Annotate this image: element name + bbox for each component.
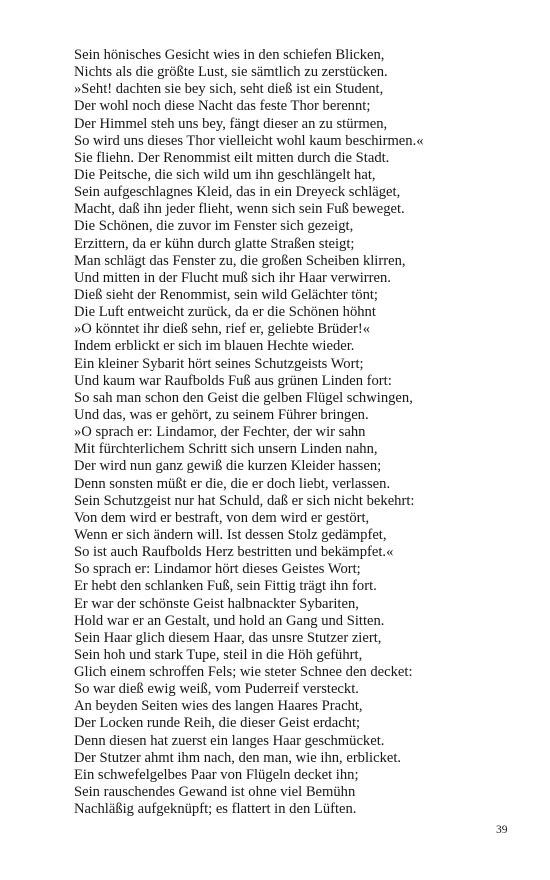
poem-line: So sprach er: Lindamor hört dieses Geistes Wort; [74, 561, 361, 578]
poem-line: Die Peitsche, die sich wild um ihn geschlängelt hat, [74, 166, 376, 183]
page-number: 39 [496, 824, 508, 836]
poem-line: Nichts als die größte Lust, sie sämtlich zu zerstücken. [74, 64, 388, 81]
poem-line: Der wird nun ganz gewiß die kurzen Kleider hassen; [74, 458, 382, 475]
poem-line: So wird uns dieses Thor vielleicht wohl kaum beschirmen.« [74, 132, 424, 149]
poem-line: Denn sonsten müßt er die, die er doch liebt, verlassen. [74, 475, 391, 492]
poem-line: Denn diesen hat zuerst ein langes Haar geschmücket. [74, 732, 385, 749]
poem-line: Und mitten in der Flucht muß sich ihr Haar verwirren. [74, 269, 391, 286]
poem-line: Der Stutzer ahmt ihm nach, den man, wie ihn, erblicket. [74, 749, 402, 766]
poem-line: Nachläßig aufgeknüpft; es flattert in den Lüften. [74, 801, 357, 818]
poem-line: Er hebt den schlanken Fuß, sein Fittig trägt ihn fort. [74, 578, 377, 595]
poem-line: Sein hönisches Gesicht wies in den schiefen Blicken, [74, 47, 385, 63]
poem-line: Ein schwefelgelbes Paar von Flügeln decket ihn; [74, 766, 359, 783]
poem-line: Der wohl noch diese Nacht das feste Thor berennt; [74, 98, 371, 115]
poem-line: »Seht! dachten sie bey sich, seht dieß ist ein Student, [74, 81, 384, 98]
poem-line: Und kaum war Raufbolds Fuß aus grünen Linden fort: [74, 372, 392, 389]
poem-line: Ein kleiner Sybarit hört seines Schutzgeists Wort; [74, 355, 364, 372]
poem-line: Dieß sieht der Renommist, sein wild Gelächter tönt; [74, 286, 378, 303]
poem-line: Der Locken runde Reih, die dieser Geist erdacht; [74, 715, 361, 732]
poem-line: Glich einem schroffen Fels; wie steter Schnee den decket: [74, 664, 413, 681]
poem-line: So sah man schon den Geist die gelben Flügel schwingen, [74, 389, 413, 406]
poem-line: »O sprach er: Lindamor, der Fechter, der wir sahn [74, 424, 366, 441]
poem-line: Sein aufgeschlagnes Kleid, das in ein Dreyeck schläget, [74, 184, 401, 201]
poem-line: Sie fliehn. Der Renommist eilt mitten durch die Stadt. [74, 149, 390, 166]
poem-line: Die Luft entweicht zurück, da er die Schönen höhnt [74, 304, 376, 321]
poem-line: Sein rauschendes Gewand ist ohne viel Bemühn [74, 784, 356, 801]
poem-line: Man schlägt das Fenster zu, die großen Scheiben klirren, [74, 252, 406, 269]
poem-line: Erzittern, da er kühn durch glatte Straßen steigt; [74, 235, 355, 252]
poem-line: »O könntet ihr dieß sehn, rief er, geliebte Brüder!« [74, 321, 371, 338]
poem-line: Von dem wird er bestraft, von dem wird er gestört, [74, 509, 370, 526]
poem-line: Indem erblickt er sich im blauen Hechte wieder. [74, 338, 355, 355]
poem-line: Sein Haar glich diesem Haar, das unsre Stutzer ziert, [74, 629, 382, 646]
poem-line: Macht, daß ihn jeder flieht, wenn sich sein Fuß beweget. [74, 201, 405, 218]
poem-line: Und das, was er gehört, zu seinem Führer bringen. [74, 406, 369, 423]
poem-text-block [74, 47, 474, 818]
poem-line: Wenn er sich ändern will. Ist dessen Stolz gedämpfet, [74, 526, 387, 543]
poem-line: Sein Schutzgeist nur hat Schuld, daß er sich nicht bekehrt: [74, 492, 415, 509]
poem-line: So ist auch Raufbolds Herz bestritten und bekämpfet.« [74, 544, 394, 561]
poem-line: Die Schönen, die zuvor im Fenster sich gezeigt, [74, 218, 354, 235]
poem-line: Der Himmel steh uns bey, fängt dieser an zu stürmen, [74, 115, 388, 132]
poem-line: Sein hoh und stark Tupe, steil in die Höh geführt, [74, 646, 363, 663]
poem-line: Mit fürchterlichem Schritt sich unsern Linden nahn, [74, 441, 378, 458]
poem-line: Er war der schönste Geist halbnackter Sybariten, [74, 595, 359, 612]
poem-line: Hold war er an Gestalt, und hold an Gang und Sitten. [74, 612, 385, 629]
poem-line: An beyden Seiten wies des langen Haares Pracht, [74, 698, 363, 715]
poem-line: So war dieß ewig weiß, vom Puderreif versteckt. [74, 681, 359, 698]
